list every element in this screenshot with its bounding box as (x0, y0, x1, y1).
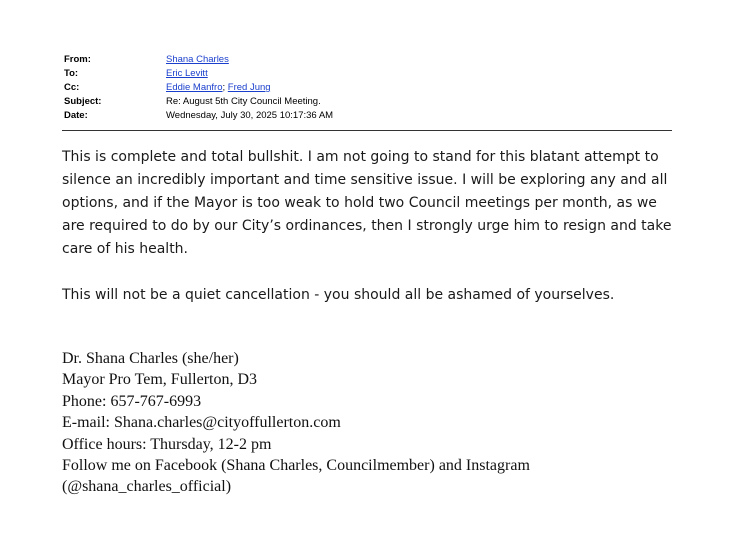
date-row (64, 109, 333, 123)
cc-link-fred-jung[interactable]: Fred Jung (227, 82, 271, 93)
from-link[interactable]: Shana Charles (166, 54, 229, 65)
cc-link-eddie-manfro[interactable]: Eddie Manfro (166, 82, 223, 93)
cc-label: Cc: (64, 82, 80, 93)
from-label: From: (64, 54, 91, 65)
subject-label: Subject: (64, 96, 102, 107)
cc-values (166, 81, 271, 95)
date-label: Date: (64, 110, 88, 121)
signature-name: Dr. Shana Charles (she/her) (62, 350, 239, 367)
body-paragraph-1: This is complete and total bullshit. I am not going to stand for this blatant attempt to silence an incredibly important and time sensitive issue. I will be exploring any and all options, and if the Mayor is too weak to hold two Council meetings per month, as we are required to do by our City’s ordinances, then I strongly urge him to resign and take care of his health. (62, 149, 672, 257)
header-divider (62, 130, 672, 131)
signature-phone: Phone: 657-767-6993 (62, 392, 202, 410)
signature-instagram-handle: (@shana_charles_official) (62, 478, 232, 496)
signature-email: E-mail: Shana.charles@cityoffullerton.com (62, 414, 341, 432)
signature-title: Mayor Pro Tem, Fullerton, D3 (62, 371, 258, 389)
from-row (64, 53, 333, 67)
to-label: To: (64, 68, 79, 79)
to-link[interactable]: Eric Levitt (166, 68, 208, 79)
subject-value: Re: August 5th City Council Meeting. (166, 96, 321, 107)
cc-row (64, 81, 333, 95)
signature-office-hours: Office hours: Thursday, 12-2 pm (62, 435, 272, 453)
email-header (64, 53, 333, 123)
email-signature (62, 348, 662, 498)
to-row (64, 67, 333, 81)
date-value: Wednesday, July 30, 2025 10:17:36 AM (166, 110, 334, 121)
message-body (62, 146, 682, 261)
signature-social: Follow me on Facebook (Shana Charles, Councilmember) and Instagram (62, 457, 530, 475)
cc-separator: ; (222, 82, 226, 93)
body-paragraph-2: This will not be a quiet cancellation - you should all be ashamed of yourselves. (62, 287, 615, 303)
subject-row (64, 95, 333, 109)
